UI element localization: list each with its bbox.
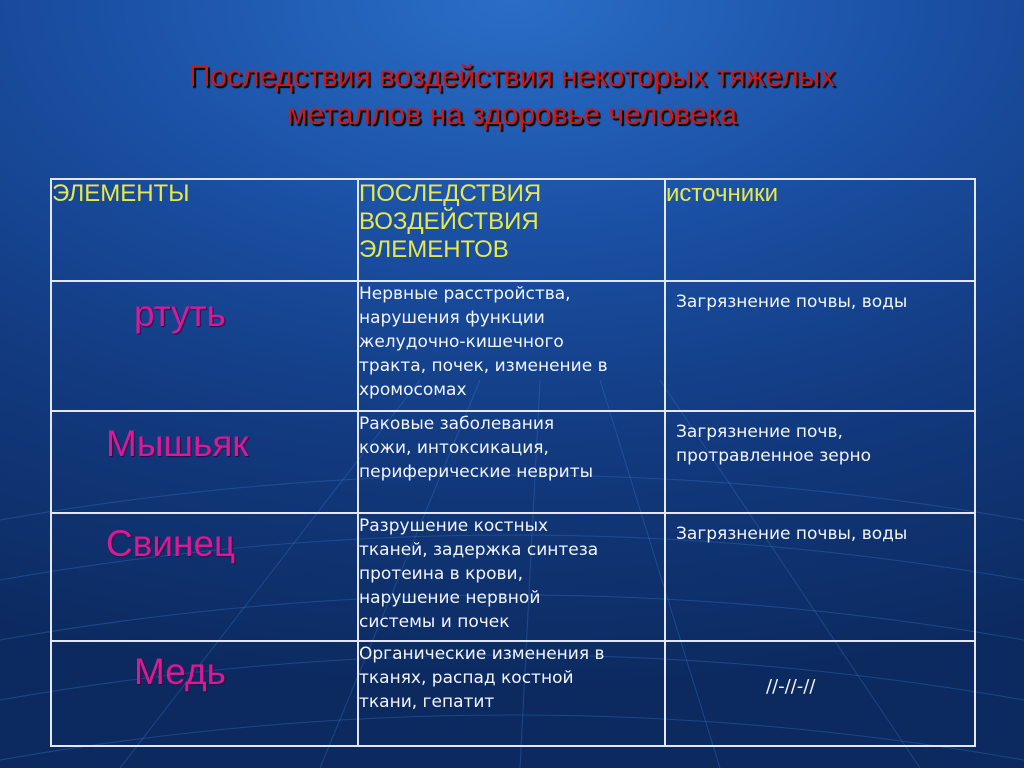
sources-line: протравленное зерно <box>676 446 872 466</box>
effects-line: системы и почек <box>359 612 510 632</box>
effects-line: ткани, гепатит <box>359 692 495 712</box>
effects-line: хромосомах <box>359 380 467 400</box>
effects-line: периферические невриты <box>359 462 594 482</box>
header-elements-label: ЭЛЕМЕНТЫ <box>52 180 190 207</box>
effects-cell <box>358 411 665 513</box>
table-header-row <box>51 179 975 281</box>
table-row-copper <box>51 641 975 746</box>
element-cell <box>51 513 358 641</box>
sources-dash: //-//-// <box>766 676 816 697</box>
table-row-lead <box>51 513 975 641</box>
header-effects-line: ПОСЛЕДСТВИЯ <box>359 180 542 207</box>
table-row-arsenic <box>51 411 975 513</box>
header-elements <box>51 179 358 281</box>
element-name-lead: Свинец <box>106 523 236 564</box>
effects-line: тканей, задержка синтеза <box>359 540 599 560</box>
header-effects-line: ЭЛЕМЕНТОВ <box>359 236 509 263</box>
effects-cell <box>358 281 665 411</box>
slide-title <box>0 58 1024 134</box>
effects-cell <box>358 513 665 641</box>
element-cell <box>51 411 358 513</box>
effects-line: Разрушение костных <box>359 516 549 536</box>
effects-line: кожи, интоксикация, <box>359 438 549 458</box>
effects-cell <box>358 641 665 746</box>
effects-line: Нервные расстройства, <box>359 284 571 304</box>
sources-line: Загрязнение почвы, воды <box>676 524 908 544</box>
element-cell <box>51 641 358 746</box>
effects-line: тканях, распад костной <box>359 668 574 688</box>
effects-line: нарушения функции <box>359 308 545 328</box>
effects-line: нарушение нервной <box>359 588 541 608</box>
header-sources <box>665 179 975 281</box>
effects-line: Органические изменения в <box>359 644 605 664</box>
element-name-mercury: ртуть <box>134 293 226 334</box>
effects-line: желудочно-кишечного <box>359 332 564 352</box>
effects-line: протеина в крови, <box>359 564 524 584</box>
sources-cell <box>665 281 975 411</box>
header-sources-label: источники <box>666 180 779 207</box>
slide-title-line-2: металлов на здоровье человека <box>286 98 738 131</box>
sources-cell <box>665 641 975 746</box>
sources-cell <box>665 411 975 513</box>
heavy-metals-table <box>50 178 976 747</box>
header-effects <box>358 179 665 281</box>
table-row-mercury <box>51 281 975 411</box>
sources-line: Загрязнение почв, <box>676 422 843 442</box>
effects-line: тракта, почек, изменение в <box>359 356 608 376</box>
sources-cell <box>665 513 975 641</box>
element-cell <box>51 281 358 411</box>
header-effects-line: ВОЗДЕЙСТВИЯ <box>359 208 539 235</box>
effects-line: Раковые заболевания <box>359 414 555 434</box>
element-name-arsenic: Мышьяк <box>106 423 249 464</box>
element-name-copper: Медь <box>134 651 226 692</box>
slide-title-line-1: Последствия воздействия некоторых тяжелых <box>188 60 836 93</box>
sources-line: Загрязнение почвы, воды <box>676 292 908 312</box>
